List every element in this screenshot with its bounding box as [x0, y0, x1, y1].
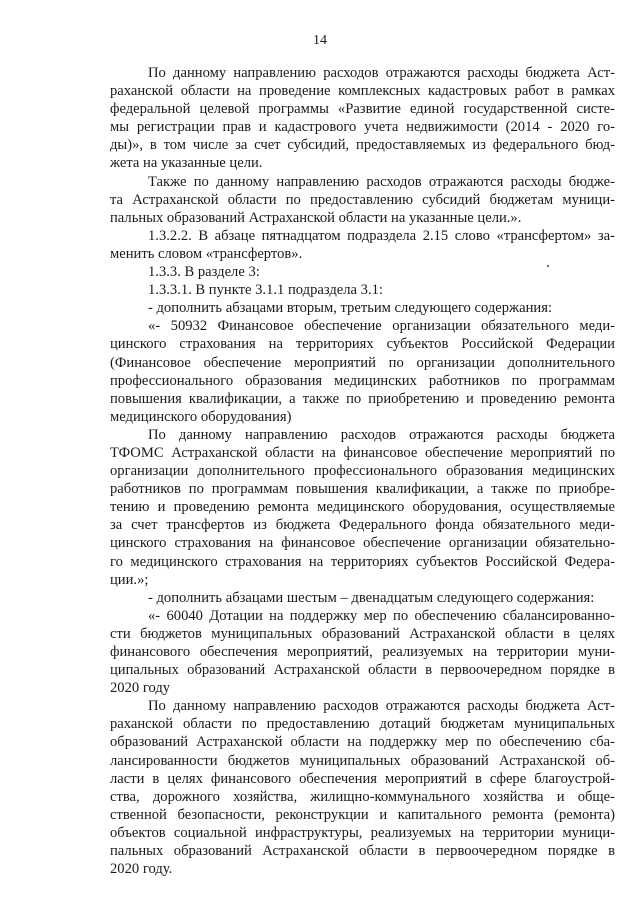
text-line: цинского страхования на территориях субъектов Российской Федерации — [110, 336, 615, 353]
paragraph — [110, 173, 615, 263]
text-line: По данному направлению расходов отражаются расходы бюджета Аст- — [148, 65, 615, 81]
text-line: повышения квалификации, а также по приобретению и проведению ремонта — [110, 390, 615, 407]
text-line: организации дополнительного профессионального образования медицинских — [110, 463, 615, 480]
text-line: Также по данному направлению расходов отражаются расходы бюдже- — [148, 173, 615, 190]
text-line: менить словом «трансфертов». — [110, 245, 303, 262]
text-line: раханской области по предоставлению дотаций бюджетам муниципальных — [110, 716, 615, 733]
text-line: ства, дорожного хозяйства, жилищно-коммунального хозяйства и обще- — [110, 788, 615, 805]
text-line: 2020 году. — [110, 861, 173, 878]
scan-speck — [547, 265, 549, 267]
paragraph — [110, 64, 615, 173]
text-line: (Финансовое обеспечение мероприятий по организации дополнительного — [110, 354, 615, 371]
text-line: медицинского оборудования) — [110, 408, 292, 425]
text-line: пальных образований Астраханской области на указанные цели.». — [110, 209, 522, 226]
text-line: го медицинского страхования на территориях субъектов Российской Федера- — [110, 553, 615, 570]
text-line: профессионального образования медицинских работников по программам — [110, 372, 615, 389]
document-body — [110, 64, 615, 878]
text-line: мы регистрации прав и кадастрового учета недвижимости (2014 - 2020 го- — [110, 119, 615, 136]
paragraph — [110, 697, 615, 878]
text-line: ТФОМС Астраханской области на финансовое обеспечение мероприятий по — [110, 444, 615, 461]
text-line: «- 50932 Финансовое обеспечение организации обязательного меди- — [148, 318, 615, 335]
text-line: «- 60040 Дотации на поддержку мер по обеспечению сбалансированно- — [148, 607, 615, 624]
text-line: объектов социальной инфраструктуры, реализуемых на территории муници- — [110, 824, 615, 841]
page-number: 14 — [313, 33, 327, 48]
text-line: тению и проведению ремонта медицинского оборудования, осуществляемые — [110, 499, 615, 516]
text-line: 1.3.3.1. В пункте 3.1.1 подраздела 3.1: — [148, 282, 383, 299]
paragraph — [110, 426, 615, 589]
text-line: - дополнить абзацами вторым, третьим следующего содержания: — [148, 300, 553, 317]
text-line: образований Астраханской области на поддержку мер по обеспечению сба- — [110, 734, 615, 751]
text-line: ственной безопасности, реконструкции и капитального ремонта (ремонта) — [110, 806, 615, 823]
text-line: лансированности бюджетов муниципальных образований Астраханской об- — [110, 752, 615, 769]
paragraph — [110, 263, 615, 317]
text-line: жета на указанные цели. — [110, 155, 263, 172]
text-line: По данному направлению расходов отражаются расходы бюджета Аст- — [148, 698, 615, 715]
text-line: - дополнить абзацами шестым – двенадцатым следующего содержания: — [148, 589, 595, 606]
paragraph — [110, 589, 615, 607]
text-line: за счет трансфертов из бюджета Федерального фонда обязательного меди- — [110, 517, 615, 534]
text-line: пальных образований Астраханской области в первоочередном порядке в — [110, 843, 615, 860]
text-line: ласти в целях финансового обеспечения мероприятий в сфере благоустрой- — [110, 770, 615, 787]
text-line: федеральной целевой программы «Развитие единой государственной систе- — [110, 101, 615, 118]
text-line: 1.3.2.2. В абзаце пятнадцатом подраздела 2.15 слово «трансфертом» за- — [148, 227, 615, 244]
text-line: цинского страхования на финансовое обеспечение организации обязательно- — [110, 535, 615, 552]
text-line: сти бюджетов муниципальных образований Астраханской области в целях — [110, 625, 615, 642]
text-line: ции.»; — [110, 571, 149, 588]
text-line: раханской области на проведение комплексных кадастровых работ в рамках — [110, 83, 615, 100]
paragraph — [110, 317, 615, 426]
text-line: финансового обеспечения мероприятий, реализуемых на территории муни- — [110, 644, 615, 660]
text-line: 2020 году — [110, 680, 171, 697]
text-line: ды)», в том числе за счет субсидий, предоставляемых из федерального бюд- — [110, 137, 615, 154]
text-line: По данному направлению расходов отражаются расходы бюджета — [148, 426, 615, 443]
text-line: работников по программам повышения квалификации, а также по приобре- — [110, 481, 615, 498]
text-line: 1.3.3. В разделе 3: — [148, 264, 260, 281]
paragraph — [110, 607, 615, 697]
text-line: та Астраханской области по предоставлению субсидий бюджетам муници- — [110, 191, 615, 208]
text-line: ципальных образований Астраханской области в первоочередном порядке в — [110, 662, 615, 679]
